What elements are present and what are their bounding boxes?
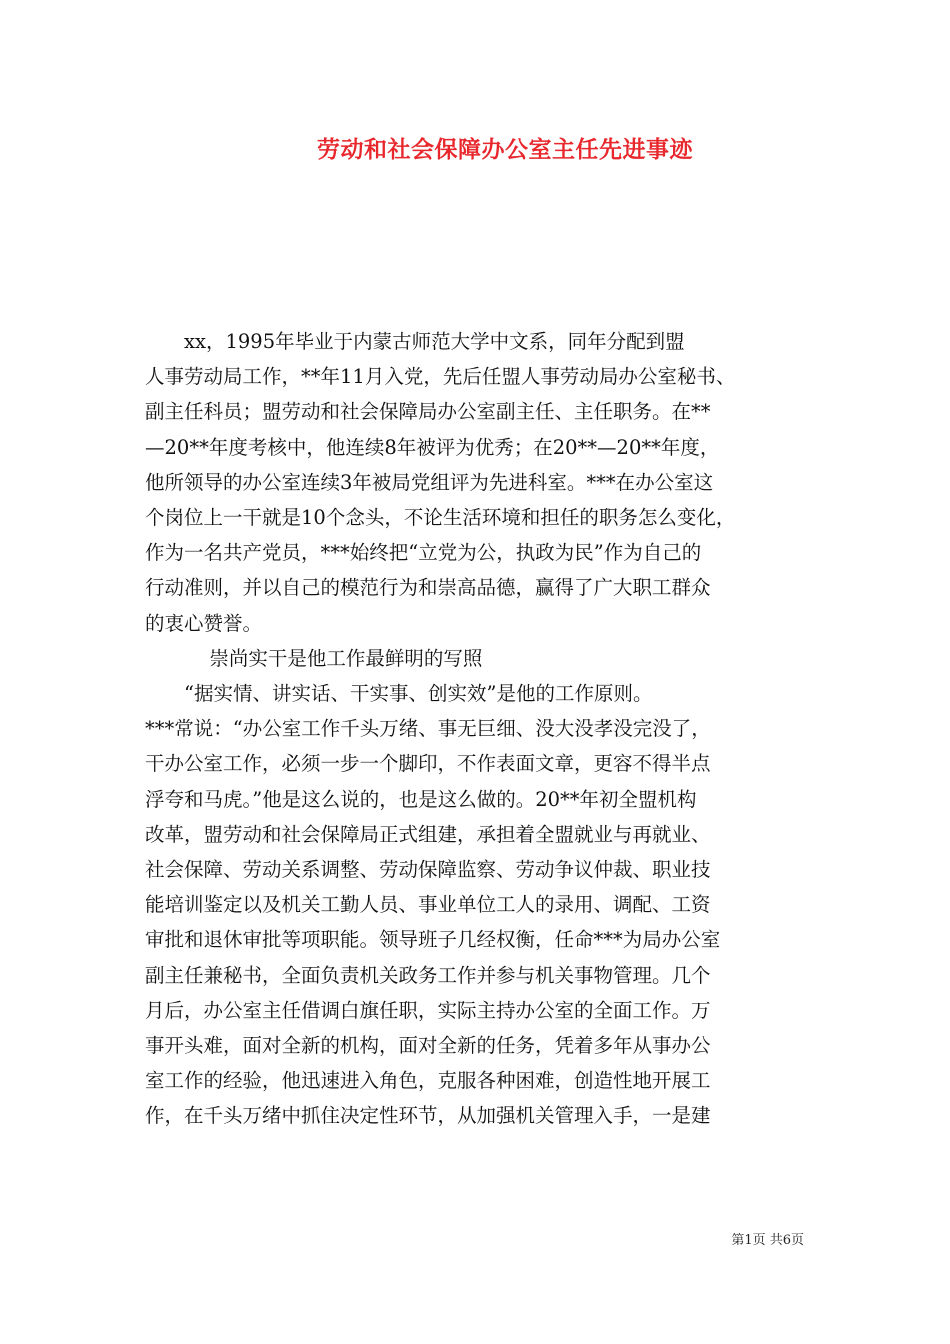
- paragraph-work-principle: “据实情、讲实话、干实事、创实效”是他的工作原则。 ***常说：“办公室工作千头万绪、事无巨细、没大没孝没完没了， 干办公室工作，必须一步一个脚印，不作表面文章，更容不得半点 浮夸和马虎。”他是这么说的，也是这么做的。20**年初全盟机构 改革，盟劳动和社会保障局正式组建，承担着全盟就业与再就业、 社会保障、劳动关系调整、劳动保障监察、劳动争议仲裁、职业技 能培训鉴定以及机关工勤人员、事业单位工人的录用、调配、工资 审批和退休审批等项职能。领导班子几经权衡，任命***为局办公室 副主任兼秘书，全面负责机关政务工作并参与机关事物管理。几个 月后，办公室主任借调白旗任职，实际主持办公室的全面工作。万 事开头难，面对全新的机构，面对全新的任务，凭着多年从事办公 室工作的经验，他迅速进入角色，克服各种困难，创造性地开展工 作，在千头万绪中抓住决定性环节，从加强机关管理入手，一是建: [145, 682, 721, 1128]
- document-title: 劳动和社会保障办公室主任先进事迹: [317, 136, 693, 163]
- section-heading: 崇尚实干是他工作最鲜明的写照: [209, 646, 483, 670]
- page-number-footer: 第1页 共6页: [731, 1233, 804, 1248]
- paragraph-intro: xx，1995年毕业于内蒙古师范大学中文系，同年分配到盟 人事劳动局工作，**年11月入党，先后任盟人事劳动局办公室秘书、 副主任科员；盟劳动和社会保障局办公室副主任、主任职务。在** —20**年度考核中，他连续8年被评为优秀；在20**—20**年度， 他所领导的办公室连续3年被局党组评为先进科室。***在办公室这 个岗位上一干就是10个念头，不论生活环境和担任的职务怎么变化， 作为一名共产党员，***始终把“立党为公，执政为民”作为自己的 行动准则，并以自己的模范行为和崇高品德，赢得了广大职工群众 的衷心赞誉。: [145, 330, 736, 635]
- document-body: [145, 324, 805, 1134]
